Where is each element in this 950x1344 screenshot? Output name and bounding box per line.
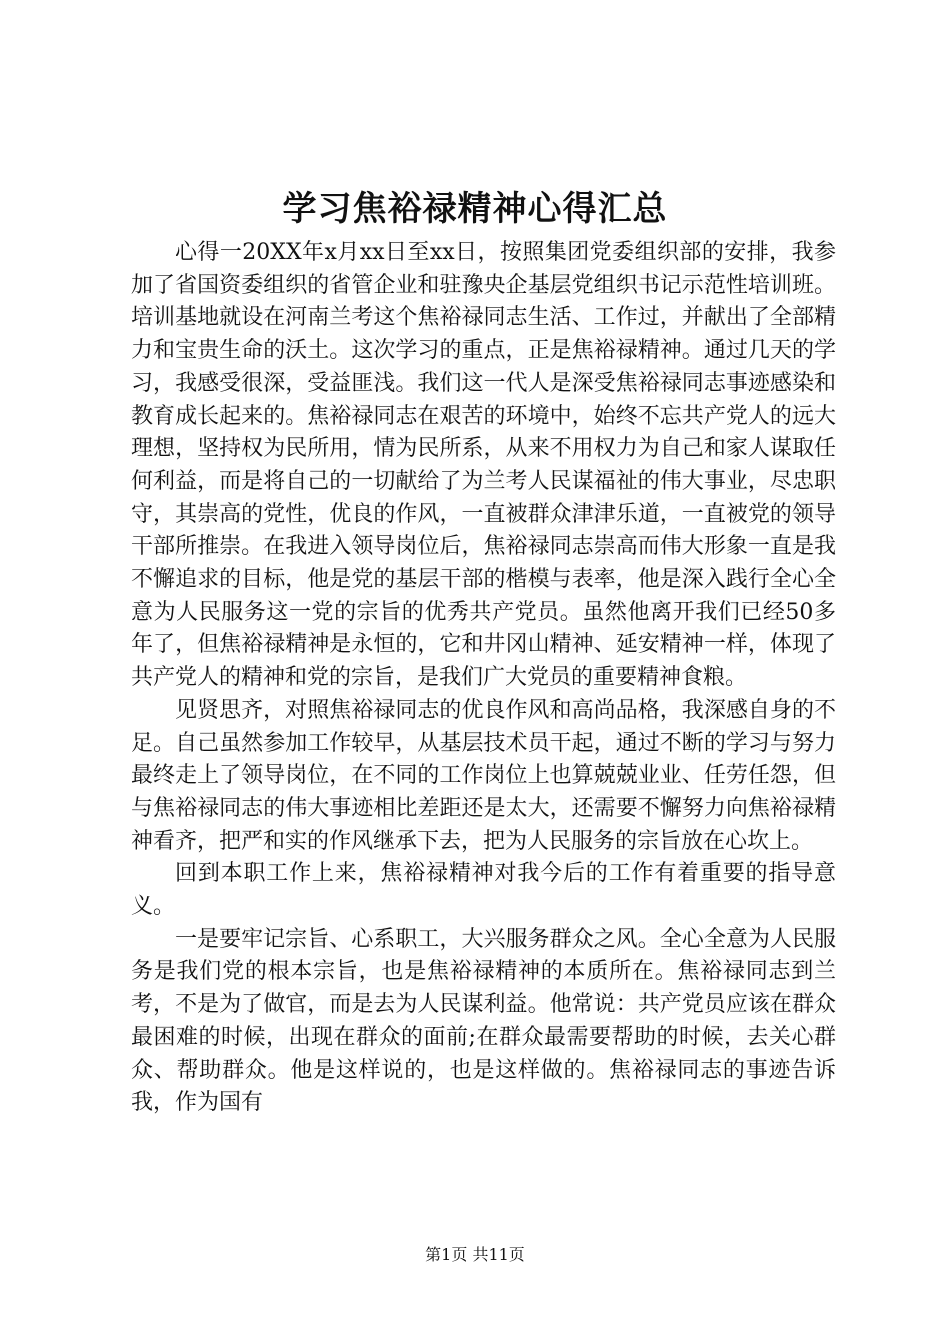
paragraph: 回到本职工作上来，焦裕禄精神对我今后的工作有着重要的指导意义。 — [131, 861, 836, 920]
document-body — [131, 237, 836, 1120]
page-title: 学习焦裕禄精神心得汇总 — [282, 189, 668, 229]
paragraph: 见贤思齐，对照焦裕禄同志的优良作风和高尚品格，我深感自身的不足。自己虽然参加工作较早，从基层技术员干起，通过不断的学习与努力最终走上了领导岗位，在不同的工作岗位上也算兢兢业业、任劳任怨，但与焦裕禄同志的伟大事迹相比差距还是太大，还需要不懈努力向焦裕禄精神看齐，把严和实的作风继承下去，把为人民服务的宗旨放在心坎上。 — [131, 697, 836, 854]
paragraph: 心得一20XX年x月xx日至xx日，按照集团党委组织部的安排，我参加了省国资委组织的省管企业和驻豫央企基层党组织书记示范性培训班。培训基地就设在河南兰考这个焦裕禄同志生活、工作过，并献出了全部精力和宝贵生命的沃土。这次学习的重点，正是焦裕禄精神。通过几天的学习，我感受很深，受益匪浅。我们这一代人是深受焦裕禄同志事迹感染和教育成长起来的。焦裕禄同志在艰苦的环境中，始终不忘共产党人的远大理想，坚持权为民所用，情为民所系，从来不用权力为自己和家人谋取任何利益，而是将自己的一切献给了为兰考人民谋福祉的伟大事业，尽忠职守，其崇高的党性，优良的作风，一直被群众津津乐道，一直被党的领导干部所推崇。在我进入领导岗位后，焦裕禄同志崇高而伟大形象一直是我不懈追求的目标，他是党的基层干部的楷模与表率，他是深入践行全心全意为人民服务这一党的宗旨的优秀共产党员。虽然他离开我们已经50多年了，但焦裕禄精神是永恒的，它和井冈山精神、延安精神一样，体现了共产党人的精神和党的宗旨，是我们广大党员的重要精神食粮。 — [131, 240, 836, 691]
page-number-footer: 第1页 共11页 — [425, 1245, 525, 1264]
paragraph: 一是要牢记宗旨、心系职工，大兴服务群众之风。全心全意为人民服务是我们党的根本宗旨，也是焦裕禄精神的本质所在。焦裕禄同志到兰考，不是为了做官，而是去为人民谋利益。他常说：共产党员应该在群众最困难的时候，出现在群众的面前;在群众最需要帮助的时候，去关心群众、帮助群众。他是这样说的，也是这样做的。焦裕禄同志的事迹告诉我，作为国有 — [131, 926, 836, 1116]
